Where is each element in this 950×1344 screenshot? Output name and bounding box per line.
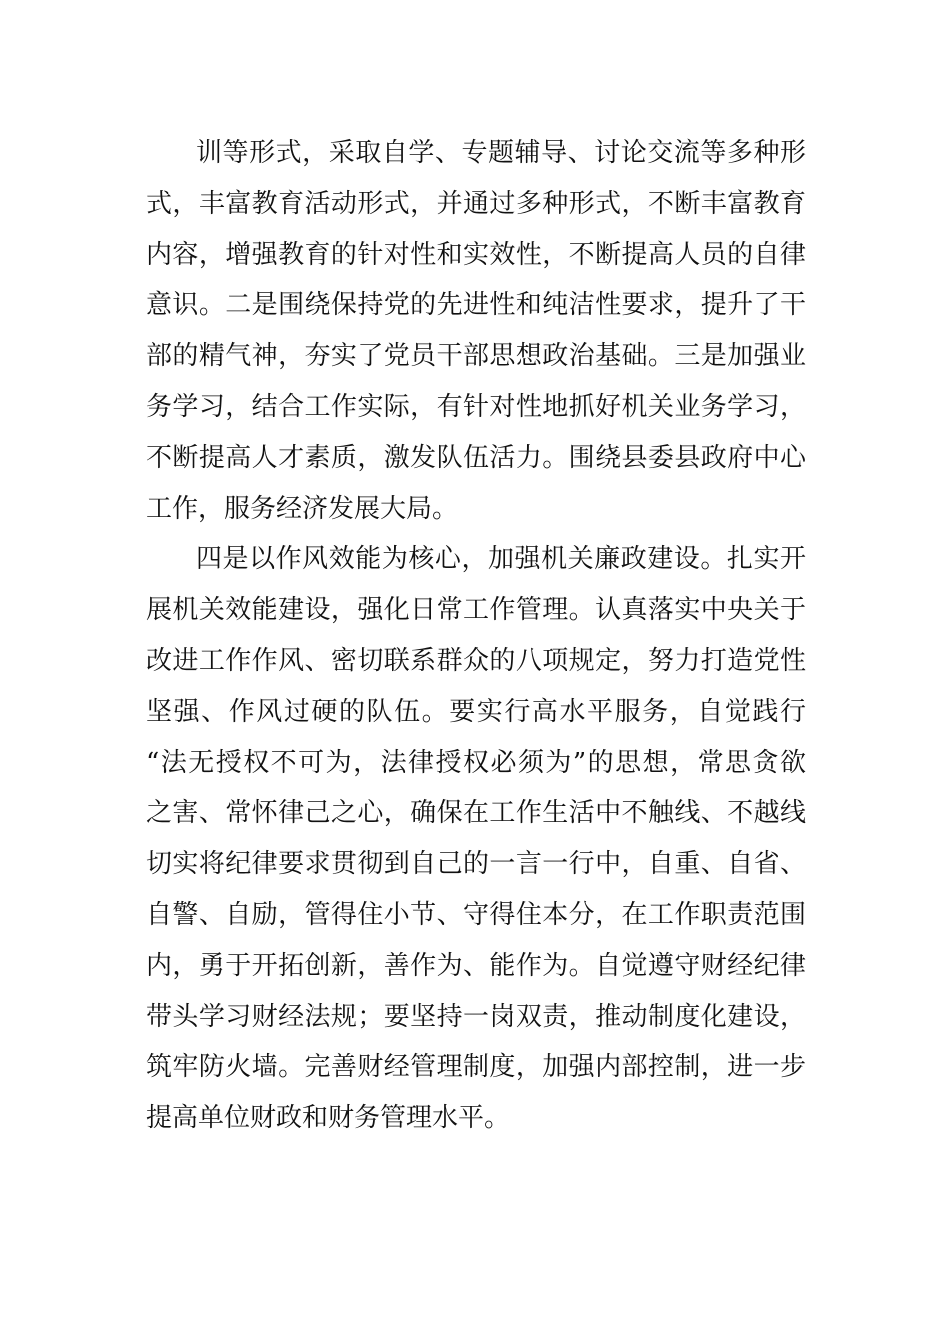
paragraph-line: 训等形式，采取自学、专题辅导、讨论交流等多种形 [196,138,806,168]
paragraph-line: 工作，服务经济发展大局。 [146,493,459,524]
paragraph-line: 意识。二是围绕保持党的先进性和纯洁性要求，提升了干 [146,290,806,321]
paragraph-line: 切实将纪律要求贯彻到自己的一言一行中，自重、自省、 [146,849,806,880]
paragraph-line: 之害、常怀律己之心，确保在工作生活中不触线、不越线 [146,798,806,829]
paragraph-line: 坚强、作风过硬的队伍。要实行高水平服务，自觉践行 [146,696,806,727]
paragraph-line: 改进工作作风、密切联系群众的八项规定，努力打造党性 [146,645,806,676]
paragraph-line: 内容，增强教育的针对性和实效性，不断提高人员的自律 [146,239,806,270]
paragraph-2 [146,534,806,1144]
paragraph-line: 式，丰富教育活动形式，并通过多种形式，不断丰富教育 [146,188,806,219]
paragraph-line: 筑牢防火墙。完善财经管理制度，加强内部控制，进一步 [146,1052,806,1083]
body-text [146,128,806,1144]
paragraph-line: 部的精气神，夯实了党员干部思想政治基础。三是加强业 [146,341,806,372]
paragraph-line: 带头学习财经法规；要坚持一岗双责，推动制度化建设， [146,1001,806,1032]
paragraph-line: “法无授权不可为，法律授权必须为”的思想，常思贪欲 [146,747,806,778]
paragraph-line: 展机关效能建设，强化日常工作管理。认真落实中央关于 [146,595,806,626]
paragraph-line: 不断提高人才素质，激发队伍活力。围绕县委县政府中心 [146,442,806,473]
paragraph-line: 提高单位财政和财务管理水平。 [146,1103,511,1134]
paragraph-line: 内，勇于开拓创新，善作为、能作为。自觉遵守财经纪律 [146,950,806,981]
paragraph-line: 自警、自励，管得住小节、守得住本分，在工作职责范围 [146,899,806,930]
paragraph-line: 务学习，结合工作实际，有针对性地抓好机关业务学习， [146,391,806,422]
paragraph-line: 四是以作风效能为核心，加强机关廉政建设。扎实开 [196,544,806,575]
paragraph-1 [146,128,806,534]
